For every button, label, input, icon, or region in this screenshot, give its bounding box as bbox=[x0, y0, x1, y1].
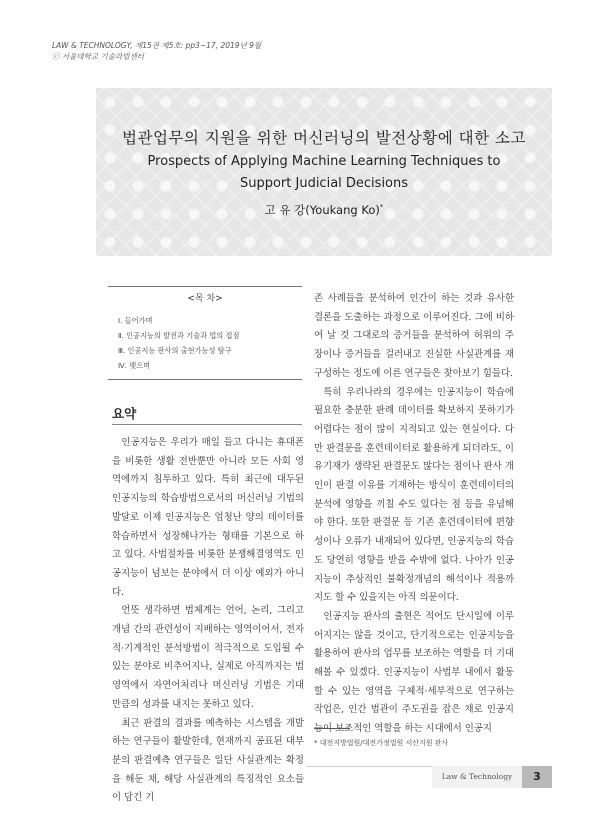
table-of-contents bbox=[108, 286, 302, 380]
footnote: * 대전지방법원/대전가정법원 서산지원 판사 bbox=[314, 739, 449, 747]
toc-item[interactable]: Ⅲ. 인공지능 판사의 출현가능성 탐구 bbox=[118, 346, 232, 355]
body-column-right bbox=[314, 290, 514, 739]
korean-title: 법관업무의 지원을 위한 머신러닝의 발전상황에 대한 소고 bbox=[122, 129, 526, 147]
journal-info bbox=[52, 40, 261, 62]
author-line bbox=[96, 202, 552, 218]
toc-list bbox=[118, 313, 239, 373]
body-paragraph: 인공지능은 우리가 매일 들고 다니는 휴대폰을 비롯한 생활 전반뿐만 아니라 모든 사회 영역에까지 침투하고 있다. 특히 최근에 대두된 인공지능의 학습방법으로서의 머신러닝 기법의 발달로 이제 인공지능은 엄청난 양의 데이터를 학습하면서 성장해나가는 형태를 기본으로 하고 있다. 사법절차를 비롯한 분쟁해결영역도 인공지능이 넘보는 분야에서 더 이상 예외가 아니다. bbox=[112, 437, 304, 598]
toc-item[interactable]: Ⅰ. 들어가며 bbox=[118, 316, 153, 325]
abstract-divider bbox=[112, 424, 302, 425]
body-paragraph-continued: 존 사례들을 분석하여 인간이 하는 것과 유사한 결론을 도출하는 과정으로 이루어진다. 그에 비하여 날 것 그대로의 증거들을 분석하여 허위의 주장이나 증거들을 걸러내고 진실한 사실관계를 재구성하는 정도에 이른 연구들은 찾아보기 힘들다. bbox=[314, 293, 514, 379]
footnote-divider bbox=[314, 728, 350, 729]
running-footer-label: Law & Technology bbox=[432, 766, 522, 788]
toc-heading: <목 차> bbox=[187, 294, 223, 304]
journal-copyright: ⓒ 서울대학교 기술과법센터 bbox=[52, 52, 144, 61]
journal-citation: LAW & TECHNOLOGY, 제15권 제5호: pp3~17, 2019년 9월 bbox=[52, 41, 262, 50]
abstract-heading: 요약 bbox=[112, 406, 137, 421]
english-title: Prospects of Applying Machine Learning Techniques to Support Judicial Decisions bbox=[147, 154, 501, 191]
author-footnote-mark: * bbox=[379, 203, 384, 212]
page-number: 3 bbox=[522, 766, 552, 788]
toc-item[interactable]: Ⅱ. 인공지능의 발전과 기술과 법의 접점 bbox=[118, 331, 240, 340]
toc-item[interactable]: Ⅳ. 맺으며 bbox=[118, 361, 151, 370]
body-paragraph: 특히 우리나라의 경우에는 인공지능이 학습에 필요한 충분한 판례 데이터를 확보하지 못하기가 어렵다는 점이 많이 지적되고 있는 현실이다. 다만 판결문을 훈련데이터로 활용하게 되더라도, 이 유기재가 생략된 판결문도 많다는 점이나 판사 개인이 판결 이유를 기재하는 방식이 훈련데이터의 분석에 영향을 끼칠 수도 있다는 점 등을 유념해야 한다. 또한 판결문 등 기존 훈련데이터에 편향성이나 오류가 내재되어 있다면, 인공지능의 학습도 당연히 영향을 받을 수밖에 없다. 나아가 인공지능이 추상적인 불확정개념의 해석이나 적용까지도 할 수 있을지는 아직 의문이다. bbox=[314, 386, 514, 604]
body-paragraph: 인공지능 판사의 출현은 적어도 단시일에 이루어지지는 않을 것이고, 단기적으로는 인공지능을 활용하여 판사의 업무를 보조하는 역할을 더 기대해볼 수 있겠다. 인공지능이 사법부 내에서 활동할 수 있는 영역을 구체적·세부적으로 연구하는 작업은, 인간 법관이 주도권을 잡은 채로 인공지능이 보조적인 역할을 하는 시대에서 인공지 bbox=[314, 610, 514, 735]
body-paragraph: 언뜻 생각하면 법체계는 언어, 논리, 그리고 개념 간의 관련성이 지배하는 영역이어서, 전자적·기계적인 분석방법이 적극적으로 도입될 수 있는 분야로 비추어지나, 실제로 아직까지는 법 영역에서 자연어처리나 머신러닝 기법은 기대만큼의 성과를 내지는 못하고 있다. bbox=[112, 605, 304, 710]
body-column-left bbox=[112, 434, 304, 808]
author-name: 고 유 강(Youkang Ko) bbox=[264, 203, 380, 217]
title-banner bbox=[96, 88, 552, 256]
body-paragraph: 최근 판결의 결과를 예측하는 시스템을 개발하는 연구들이 활발한데, 현재까지 공표된 대부분의 판결예측 연구들은 일단 사실관계는 확정을 해둔 채, 해당 사실관계의 특징적인 요소들이 담긴 기 bbox=[112, 717, 304, 804]
